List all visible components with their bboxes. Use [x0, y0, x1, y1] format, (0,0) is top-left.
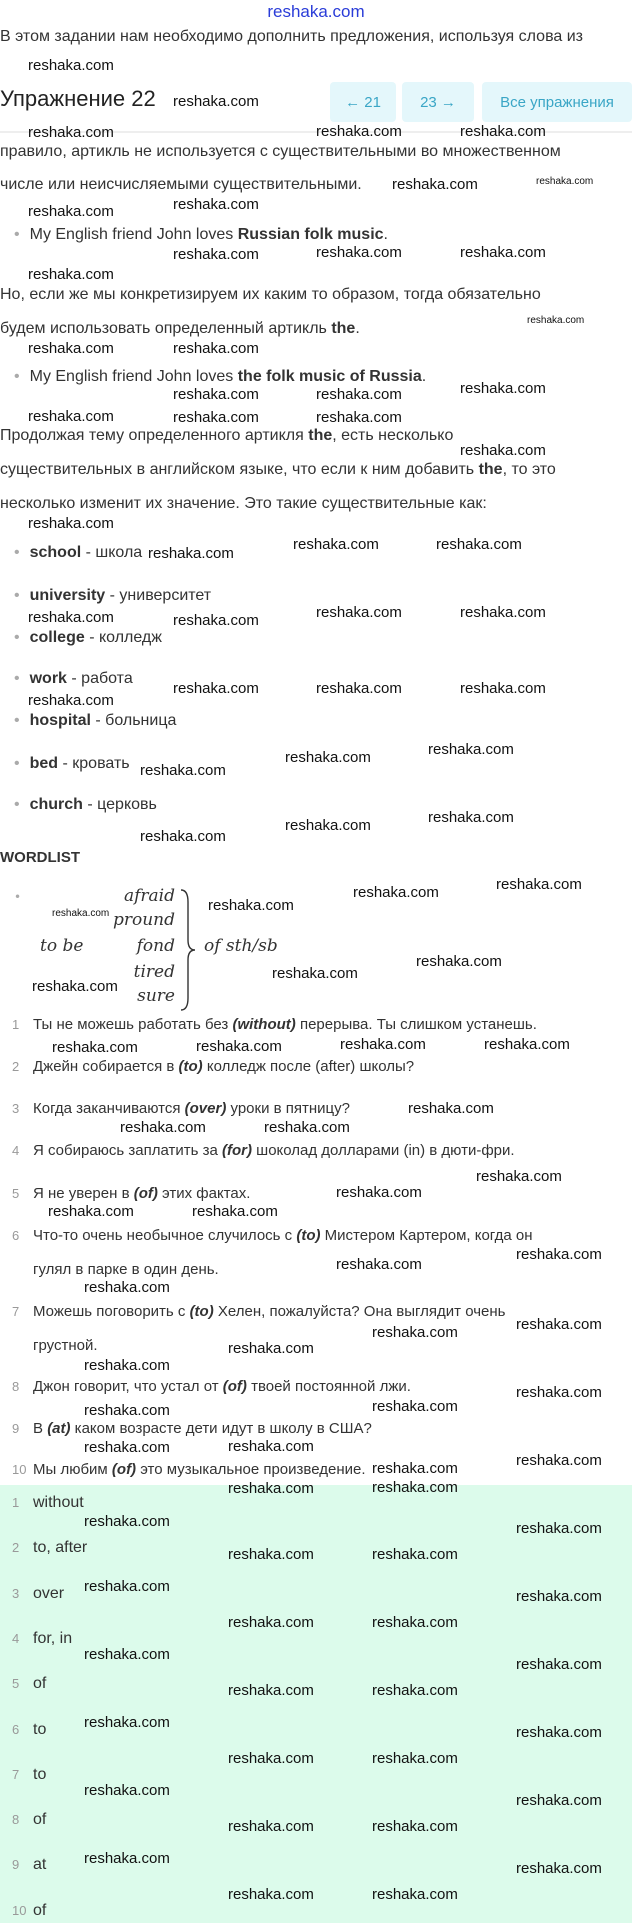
sentence-text: Я не уверен в [33, 1185, 134, 1202]
watermark-text: reshaka.com [516, 1588, 602, 1605]
watermark-text: reshaka.com [460, 680, 546, 697]
watermark-text: reshaka.com [228, 1546, 314, 1563]
watermark-text: reshaka.com [340, 1036, 426, 1053]
example-text: . [383, 226, 388, 243]
bullet: • [14, 587, 20, 604]
noun-item [14, 544, 142, 562]
sentence-text: каком возрасте дети идут в школу в США? [70, 1420, 372, 1437]
noun-en: school [29, 544, 82, 561]
sentence-text: Когда заканчиваются [33, 1100, 185, 1117]
watermark-text: reshaka.com [28, 266, 114, 283]
watermark-text: reshaka.com [228, 1438, 314, 1455]
item-number: 8 [12, 1379, 20, 1394]
item-number: 2 [12, 1059, 20, 1074]
answer-item [0, 1539, 87, 1557]
item-number: 3 [12, 1101, 20, 1116]
sentence-text: это музыкальное произведение. [136, 1461, 366, 1478]
watermark-text: reshaka.com [316, 604, 402, 621]
paragraph-line: правило, артикль не используется с существительными во множественном [0, 143, 561, 160]
watermark-text: reshaka.com [84, 1402, 170, 1419]
watermark-text: reshaka.com [84, 1578, 170, 1595]
sentence-text: Можешь поговорить с [33, 1303, 190, 1320]
answer-text: without [33, 1494, 84, 1511]
wordlist-heading: WORDLIST [0, 849, 80, 866]
sentence-text: перерыва. Ты слишком устанешь. [295, 1016, 537, 1033]
sentence-continuation: грустной. [33, 1337, 98, 1354]
answer-item [0, 1902, 46, 1920]
bold-text: the [478, 461, 503, 478]
sentence-text: Джейн собирается в [33, 1058, 179, 1075]
watermark-text: reshaka.com [173, 246, 259, 263]
noun-ru: - работа [66, 670, 133, 687]
answer-text: for, in [33, 1629, 73, 1647]
answer-text: to, after [33, 1539, 88, 1557]
watermark-text: reshaka.com [52, 1039, 138, 1056]
watermark-text: reshaka.com [28, 340, 114, 357]
text: , то это [502, 461, 556, 478]
sentence-text: твоей постоянной лжи. [246, 1378, 411, 1395]
paragraph-line: числе или неисчисляемыми существительными. [0, 176, 362, 193]
bullet: • [14, 890, 22, 904]
bold-text: the [331, 320, 356, 337]
text: существительных в английском языке, что если к ним добавить [0, 461, 479, 478]
preposition: (of) [133, 1185, 158, 1202]
sentence-item [0, 1142, 515, 1159]
watermark-text: reshaka.com [140, 828, 226, 845]
noun-en: college [29, 629, 85, 646]
watermark-text: reshaka.com [316, 409, 402, 426]
answer-text: of [33, 1901, 47, 1919]
noun-en: church [29, 796, 83, 813]
watermark-text: reshaka.com [84, 1782, 170, 1799]
watermark-text: reshaka.com [460, 442, 546, 459]
watermark-text: reshaka.com [316, 386, 402, 403]
next-exercise-button[interactable]: 23 → [402, 82, 474, 122]
word: tired [133, 962, 175, 982]
watermark-text: reshaka.com [372, 1546, 458, 1563]
sentence-continuation: гулял в парке в один день. [33, 1261, 219, 1278]
watermark-text: reshaka.com [48, 1203, 134, 1220]
watermark-text: reshaka.com [460, 380, 546, 397]
watermark-text: reshaka.com [372, 1886, 458, 1903]
watermark-text: reshaka.com [84, 1714, 170, 1731]
watermark-text: reshaka.com [293, 536, 379, 553]
watermark-text: reshaka.com [516, 1860, 602, 1877]
intro-text: В этом задании нам необходимо дополнить предложения, используя слова из [0, 28, 584, 45]
item-number: 2 [12, 1540, 20, 1556]
answer-item [0, 1766, 46, 1784]
watermark-text: reshaka.com [228, 1682, 314, 1699]
watermark-text: reshaka.com [148, 545, 234, 562]
watermark-text: reshaka.com [484, 1036, 570, 1053]
noun-ru: - колледж [84, 629, 162, 646]
answer-text: over [33, 1584, 65, 1602]
watermark-text: reshaka.com [428, 809, 514, 826]
answer-item [0, 1721, 46, 1739]
item-number: 8 [12, 1812, 20, 1828]
watermark-text: reshaka.com [84, 1357, 170, 1374]
noun-item [14, 712, 176, 730]
example-text: My English friend John loves [29, 368, 238, 385]
sentence-item [0, 1185, 250, 1202]
watermark-text: reshaka.com [84, 1646, 170, 1663]
item-number: 9 [12, 1421, 20, 1436]
watermark-text: reshaka.com [316, 123, 402, 140]
watermark-text: reshaka.com [173, 612, 259, 629]
noun-en: work [29, 670, 67, 687]
watermark-text: reshaka.com [228, 1750, 314, 1767]
bullet: • [14, 226, 20, 243]
bullet: • [14, 796, 20, 813]
watermark-text: reshaka.com [196, 1038, 282, 1055]
watermark-text: reshaka.com [52, 908, 110, 919]
watermark-text: reshaka.com [416, 953, 502, 970]
watermark-text: reshaka.com [173, 340, 259, 357]
sentence-text: Джон говорит, что устал от [33, 1378, 223, 1395]
noun-ru: - церковь [82, 796, 157, 813]
answer-item [0, 1856, 46, 1874]
watermark-text: reshaka.com [516, 1792, 602, 1809]
paragraph-line [0, 461, 556, 479]
noun-ru: - университет [105, 587, 212, 604]
preposition: (to) [178, 1058, 203, 1075]
noun-en: bed [29, 755, 59, 772]
sentence-text: Хелен, пожалуйста? Она выглядит очень [213, 1303, 506, 1320]
sentence-text: Мы любим [33, 1461, 112, 1478]
bullet: • [14, 368, 20, 385]
watermark-text: reshaka.com [140, 762, 226, 779]
watermark-text: reshaka.com [372, 1398, 458, 1415]
text: будем использовать определенный артикль [0, 320, 332, 337]
watermark-text: reshaka.com [436, 536, 522, 553]
sentence-text: колледж после (after) школы? [202, 1058, 415, 1075]
sentence-item [0, 1227, 532, 1244]
watermark-text: reshaka.com [228, 1340, 314, 1357]
watermark-text: reshaka.com [460, 244, 546, 261]
bullet: • [14, 544, 20, 561]
answer-text: to [33, 1720, 47, 1738]
example-bold: Russian folk music [237, 226, 384, 243]
word: sure [137, 986, 175, 1006]
text: , есть несколько [332, 427, 454, 444]
sentence-item [0, 1058, 414, 1075]
sentence-item [0, 1100, 350, 1117]
all-exercises-button[interactable]: Все упражнения [482, 82, 632, 122]
preposition: (to) [296, 1227, 321, 1244]
watermark-text: reshaka.com [460, 123, 546, 140]
bullet: • [14, 670, 20, 687]
item-number: 5 [12, 1186, 20, 1201]
watermark-text: reshaka.com [336, 1256, 422, 1273]
watermark-text: reshaka.com [527, 315, 585, 326]
item-number: 4 [12, 1630, 20, 1646]
item-number: 1 [12, 1017, 20, 1032]
item-number: 1 [12, 1495, 20, 1510]
word: pround [112, 910, 175, 930]
watermark-text: reshaka.com [516, 1384, 602, 1401]
watermark-text: reshaka.com [173, 409, 259, 426]
item-number: 9 [12, 1857, 20, 1873]
to-be-label: to be [40, 936, 84, 956]
watermark-text: reshaka.com [516, 1316, 602, 1333]
watermark-text: reshaka.com [372, 1818, 458, 1835]
paragraph-line [0, 427, 453, 445]
watermark-text: reshaka.com [84, 1279, 170, 1296]
sentence-text: Что-то очень необычное случилось с [33, 1227, 297, 1244]
bullet: • [14, 755, 20, 772]
answer-item [0, 1630, 72, 1648]
noun-item [14, 755, 130, 773]
watermark-text: reshaka.com [272, 965, 358, 982]
watermark-text: reshaka.com [316, 680, 402, 697]
item-number: 3 [12, 1585, 20, 1601]
watermark-text: reshaka.com [336, 1184, 422, 1201]
watermark-text: reshaka.com [372, 1324, 458, 1341]
example-1 [14, 226, 388, 244]
sentence-text: шоколад долларами (in) в дюти-фри. [252, 1142, 515, 1159]
sentence-item [0, 1378, 411, 1395]
watermark-text: reshaka.com [84, 1850, 170, 1867]
watermark-text: reshaka.com [392, 176, 478, 193]
example-text: My English friend John loves [29, 226, 238, 243]
sentence-text: Я собираюсь заплатить за [33, 1142, 222, 1159]
answer-text: of [33, 1675, 47, 1693]
watermark-text: reshaka.com [285, 817, 371, 834]
answer-item [0, 1585, 64, 1603]
bullet: • [14, 629, 20, 646]
watermark-text: reshaka.com [372, 1682, 458, 1699]
sentence-text: этих фактах. [157, 1185, 251, 1202]
noun-ru: - школа [81, 544, 143, 561]
answer-item [0, 1675, 46, 1693]
noun-ru: - больница [90, 712, 177, 729]
item-number: 10 [12, 1902, 27, 1918]
item-number: 7 [12, 1304, 20, 1319]
sentence-text: Мистером Картером, когда он [320, 1227, 533, 1244]
prev-exercise-button[interactable]: ← 21 [330, 82, 396, 122]
item-number: 6 [12, 1721, 20, 1737]
watermark-text: reshaka.com [32, 978, 118, 995]
noun-item [14, 796, 157, 814]
preposition: (at) [47, 1420, 71, 1437]
watermark-text: reshaka.com [496, 876, 582, 893]
watermark-text: reshaka.com [228, 1480, 314, 1497]
answer-text: to [33, 1765, 47, 1783]
watermark-text: reshaka.com [536, 176, 594, 187]
example-2 [14, 368, 426, 386]
item-number: 6 [12, 1228, 20, 1243]
answer-text: at [33, 1856, 47, 1874]
preposition: (to) [189, 1303, 214, 1320]
watermark-text: reshaka.com [476, 1168, 562, 1185]
item-number: 7 [12, 1766, 20, 1782]
watermark-text: reshaka.com [173, 93, 259, 110]
answer-text: of [33, 1811, 47, 1829]
sentence-text: уроки в пятницу? [226, 1100, 350, 1117]
sentence-text: В [33, 1420, 48, 1437]
watermark-text: reshaka.com [516, 1246, 602, 1263]
sentence-text: Ты не можешь работать без [33, 1016, 233, 1033]
watermark-text: reshaka.com [408, 1100, 494, 1117]
example-bold: the folk music of Russia [237, 368, 422, 385]
watermark-text: reshaka.com [28, 515, 114, 532]
answer-item [0, 1811, 46, 1829]
watermark-text: reshaka.com [516, 1656, 602, 1673]
watermark-text: reshaka.com [516, 1452, 602, 1469]
watermark-text: reshaka.com [516, 1520, 602, 1537]
watermark-text: reshaka.com [516, 1724, 602, 1741]
watermark-text: reshaka.com [208, 897, 294, 914]
sentence-item [0, 1303, 505, 1320]
watermark-text: reshaka.com [285, 749, 371, 766]
sentence-item [0, 1461, 366, 1478]
bullet: • [14, 712, 20, 729]
watermark-text: reshaka.com [228, 1818, 314, 1835]
of-label: of sth/sb [204, 936, 278, 956]
watermark-text: reshaka.com [228, 1614, 314, 1631]
preposition: (for) [222, 1142, 252, 1159]
site-link[interactable]: reshaka.com [267, 2, 365, 21]
watermark-text: reshaka.com [28, 124, 114, 141]
paragraph-line: Но, если же мы конкретизируем их каким то образом, тогда обязательно [0, 286, 541, 303]
text: . [355, 320, 360, 337]
watermark-text: reshaka.com [84, 1513, 170, 1530]
example-text: . [421, 368, 427, 385]
noun-en: university [29, 587, 106, 604]
bold-text: the [308, 427, 333, 444]
preposition: (of) [111, 1461, 137, 1478]
item-number: 10 [12, 1462, 27, 1477]
watermark-text: reshaka.com [173, 386, 259, 403]
paragraph-line: несколько изменит их значение. Это такие существительные как: [0, 495, 487, 512]
watermark-text: reshaka.com [228, 1886, 314, 1903]
watermark-text: reshaka.com [28, 57, 114, 74]
watermark-text: reshaka.com [316, 244, 402, 261]
sentence-item [0, 1016, 537, 1033]
noun-en: hospital [29, 712, 91, 729]
watermark-text: reshaka.com [372, 1460, 458, 1477]
watermark-text: reshaka.com [428, 741, 514, 758]
watermark-text: reshaka.com [173, 196, 259, 213]
watermark-text: reshaka.com [192, 1203, 278, 1220]
word: afraid [123, 886, 175, 906]
noun-item [14, 587, 211, 605]
noun-ru: - кровать [58, 755, 130, 772]
watermark-text: reshaka.com [28, 609, 114, 626]
watermark-text: reshaka.com [372, 1614, 458, 1631]
watermark-text: reshaka.com [84, 1439, 170, 1456]
watermark-text: reshaka.com [372, 1750, 458, 1767]
word: fond [136, 936, 175, 956]
text: Продолжая тему определенного артикля [0, 427, 309, 444]
right-brace-icon [178, 888, 198, 1012]
watermark-text: reshaka.com [120, 1119, 206, 1136]
item-number: 5 [12, 1676, 20, 1692]
watermark-text: reshaka.com [28, 203, 114, 220]
item-number: 4 [12, 1143, 20, 1158]
watermark-text: reshaka.com [372, 1479, 458, 1496]
page-title: Упражнение 22 [0, 86, 156, 111]
watermark-text: reshaka.com [460, 604, 546, 621]
answer-item [0, 1494, 84, 1512]
sentence-item [0, 1420, 372, 1437]
watermark-text: reshaka.com [28, 408, 114, 425]
watermark-text: reshaka.com [173, 680, 259, 697]
watermark-text: reshaka.com [264, 1119, 350, 1136]
noun-item [14, 670, 133, 688]
preposition: (without) [232, 1016, 296, 1033]
watermark-text: reshaka.com [28, 692, 114, 709]
paragraph-line [0, 320, 360, 338]
noun-item [14, 629, 162, 647]
watermark-text: reshaka.com [353, 884, 439, 901]
preposition: (of) [222, 1378, 247, 1395]
preposition: (over) [184, 1100, 227, 1117]
